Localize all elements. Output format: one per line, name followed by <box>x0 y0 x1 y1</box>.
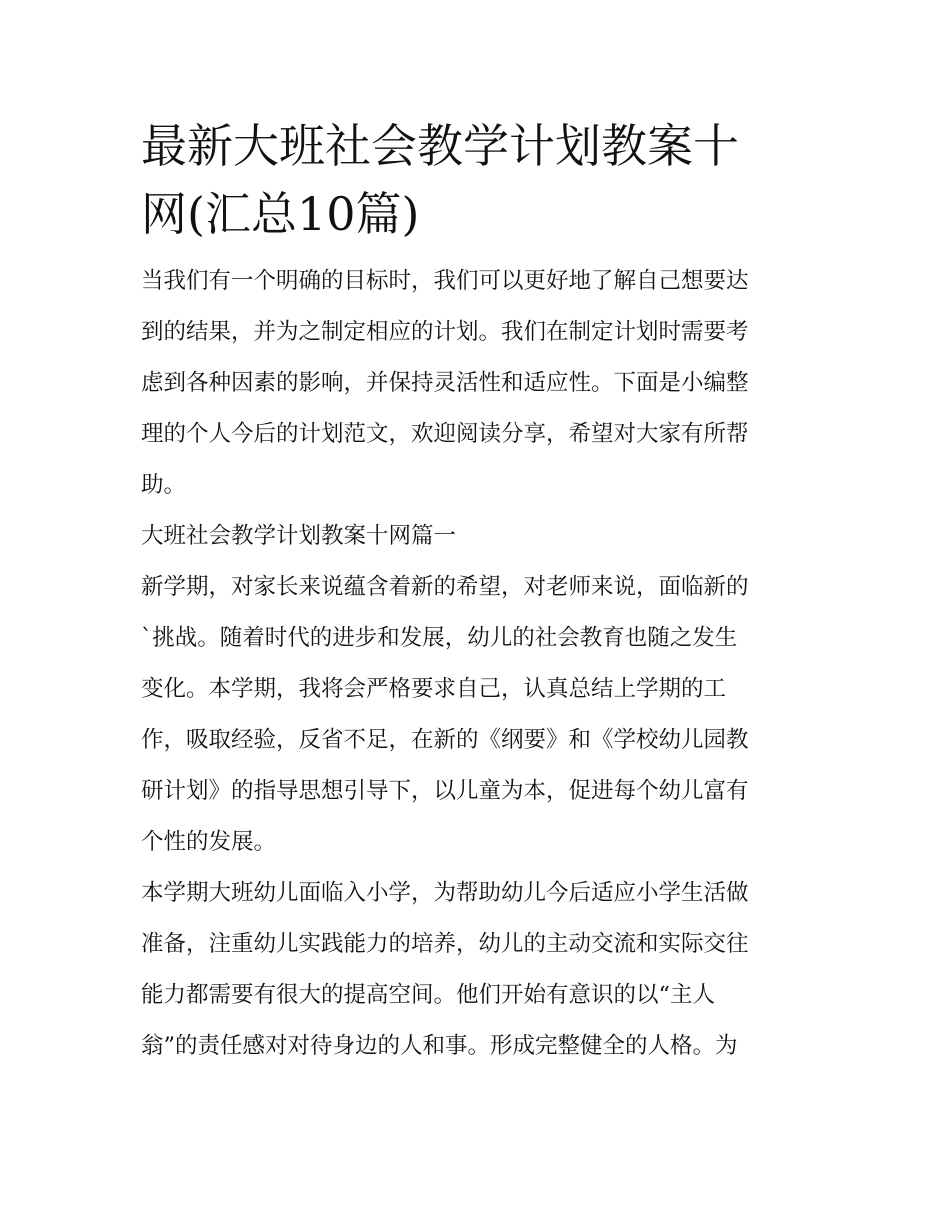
body-line: 个性的发展。 <box>141 829 277 855</box>
section-heading: 大班社会教学计划教案十网篇一 <box>141 523 457 549</box>
body-line: 本学期大班幼儿面临入小学，为帮助幼儿今后适应小学生活做 <box>141 880 749 906</box>
title-line: 网(汇总10篇) <box>141 187 420 241</box>
body-line: `挑战。随着时代的进步和发展，幼儿的社会教育也随之发生 <box>141 625 738 651</box>
body-line: 助。 <box>141 472 187 498</box>
body-line: 研计划》的指导思想引导下，以儿童为本，促进每个幼儿富有 <box>141 778 749 804</box>
title-line: 最新大班社会教学计划教案十 <box>141 119 739 173</box>
document-content <box>141 112 813 1072</box>
body-line: 新学期，对家长来说蕴含着新的希望，对老师来说，面临新的 <box>141 574 749 600</box>
body-line: 能力都需要有很大的提高空间。他们开始有意识的以“主人 <box>141 982 716 1008</box>
body-line: 到的结果，并为之制定相应的计划。我们在制定计划时需要考 <box>141 319 749 345</box>
body-line: 虑到各种因素的影响，并保持灵活性和适应性。下面是小编整 <box>141 370 749 396</box>
document-title <box>141 112 813 248</box>
body-line: 准备，注重幼儿实践能力的培养，幼儿的主动交流和实际交往 <box>141 931 749 957</box>
body-line: 作，吸取经验，反省不足，在新的《纲要》和《学校幼儿园教 <box>141 727 749 753</box>
body-line: 理的个人今后的计划范文，欢迎阅读分享，希望对大家有所帮 <box>141 421 749 447</box>
body-line: 变化。本学期，我将会严格要求自己，认真总结上学期的工 <box>141 676 727 702</box>
body-line: 当我们有一个明确的目标时，我们可以更好地了解自己想要达 <box>141 268 749 294</box>
body-line: 翁”的责任感对对待身边的人和事。形成完整健全的人格。为 <box>141 1033 738 1059</box>
